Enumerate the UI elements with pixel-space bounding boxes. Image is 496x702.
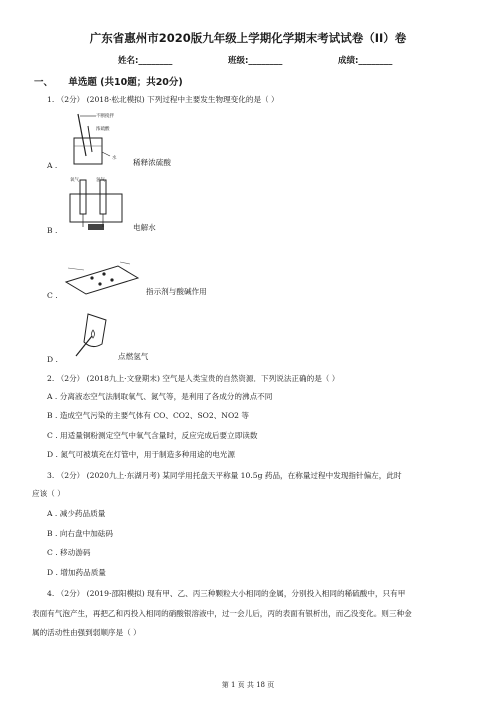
pointer-2 — [120, 262, 130, 264]
section-title: 单选题 (共10题；共20分) — [68, 77, 183, 88]
spot-4 — [110, 278, 113, 281]
acid-stream — [88, 126, 92, 152]
q1-option-d-caption: 点燃氢气 — [118, 352, 149, 361]
electrolysis-figure — [66, 176, 128, 234]
hydrogen-ignition-figure — [68, 310, 114, 360]
q4-line3: 属的活动性由强到弱顺序是（ ） — [32, 628, 141, 637]
tube-left — [80, 180, 86, 214]
q1-option-a-caption: 稀释浓硫酸 — [133, 158, 171, 167]
q2-option-d: D . 氮气可被填充在灯管中，用于制造多种用途的电光源 — [47, 450, 235, 459]
tube-right — [100, 180, 106, 214]
beaker — [74, 138, 102, 164]
name-field-label: 姓名:________ — [118, 56, 173, 66]
label-acid: 浓硫酸 — [96, 127, 110, 132]
spot-plate — [66, 266, 138, 294]
label-oxygen: 氧气 — [70, 178, 79, 183]
q3-option-a: A . 减少药品质量 — [47, 509, 106, 518]
label-water: 水 — [112, 156, 117, 161]
q3-option-b: B . 向右盘中加砝码 — [47, 529, 113, 538]
electrolysis-tank — [70, 194, 122, 222]
label-stirring: 不断搅拌 — [96, 114, 114, 119]
q1-option-a-letter: A . — [47, 161, 58, 170]
q2-option-b: B . 造成空气污染的主要气体有 CO、CO2、SO2、NO2 等 — [47, 411, 250, 420]
spot-3 — [98, 282, 101, 285]
spot-2 — [102, 272, 105, 275]
power-supply — [88, 224, 104, 230]
label-hydrogen: 氢气 — [96, 178, 105, 183]
dilution-figure — [66, 112, 126, 170]
q3-option-d: D . 增加药品质量 — [47, 568, 106, 577]
page-footer: 第 1 页 共 18 页 — [221, 681, 275, 689]
q1-option-b-letter: B . — [47, 226, 58, 235]
q1-option-b-caption: 电解水 — [133, 223, 156, 232]
q1-option-d-letter: D . — [47, 355, 58, 364]
flame — [92, 330, 95, 338]
q2-stem: 2. （2分） (2018九上·文登期末) 空气是人类宝贵的自然资源．下列说法正确的是（ ） — [47, 374, 340, 383]
class-field-label: 班级:________ — [228, 56, 283, 66]
spot-1 — [90, 276, 93, 279]
page-title: 广东省惠州市2020版九年级上学期化学期末考试试卷（II）卷 — [89, 31, 407, 45]
water-pointer — [102, 152, 110, 156]
q3-stem-line1: 3. （2分） (2020九上·东湖月考) 某同学用托盘天平称量 10.5g 药品，在称量过程中发现指针偏左，此时 — [47, 471, 402, 480]
q2-option-a: A . 分离液态空气法制取氧气、氮气等，是利用了各成分的沸点不同 — [47, 392, 273, 401]
q4-line1: 4. （2分） (2019·邵阳模拟) 现有甲、乙、丙三种颗粒大小相同的金属，分别投入相同的稀硫酸中，只有甲 — [47, 589, 406, 598]
q1-stem: 1. （2分） (2018·松北模拟) 下列过程中主要发生物理变化的是（ ） — [47, 95, 279, 104]
q1-option-c-caption: 指示剂与酸碱作用 — [146, 287, 207, 296]
section-heading — [34, 74, 183, 88]
q3-stem-line2: 应该（ ） — [32, 489, 65, 498]
q1-option-c-letter: C . — [47, 291, 58, 300]
stir-rod — [78, 114, 86, 156]
score-field-label: 成绩:________ — [338, 56, 393, 66]
q4-line2: 表面有气泡产生，再把乙和丙投入相同的硝酸银溶液中，过一会儿后，丙的表面有银析出，而乙没变化。则三种金 — [32, 609, 412, 618]
q2-option-c: C . 用适量铜粉测定空气中氧气含量时，反应完成后要立即读数 — [47, 431, 258, 440]
q3-option-c: C . 移动游码 — [47, 548, 91, 557]
section-number: 一、 — [34, 77, 54, 88]
spot-plate-figure — [62, 258, 142, 298]
pointer-1 — [68, 268, 84, 270]
